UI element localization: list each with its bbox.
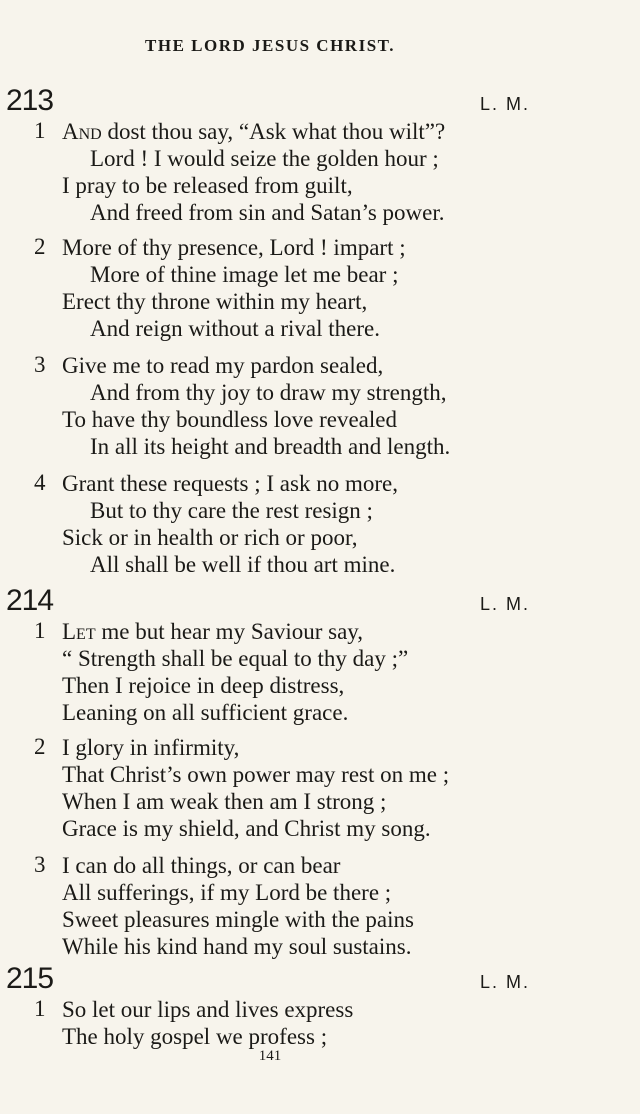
verse-line: And freed from sin and Satan’s power. — [90, 200, 445, 225]
hymn-number: 214 — [6, 584, 54, 617]
stanza-number: 1 — [34, 118, 46, 143]
stanza-number: 3 — [34, 352, 46, 377]
verse-line: And reign without a rival there. — [90, 316, 380, 341]
verse-line: In all its height and breadth and length. — [90, 434, 451, 459]
hymn-meter: L. M. — [479, 972, 530, 992]
verse-line: Sick or in health or rich or poor, — [62, 525, 358, 550]
verse-line: The holy gospel we profess ; — [62, 1024, 328, 1049]
verse-line: While his kind hand my soul sustains. — [62, 934, 412, 959]
verse-line: And from thy joy to draw my strength, — [90, 380, 447, 405]
stanza-number: 4 — [34, 470, 46, 495]
hymn-meter: L. M. — [479, 594, 530, 614]
verse-line: More of thy presence, Lord ! impart ; — [62, 235, 406, 260]
verse-line: All sufferings, if my Lord be there ; — [62, 880, 392, 905]
stanza-number: 2 — [34, 234, 46, 259]
stanza-number: 3 — [34, 852, 46, 877]
verse-line: When I am weak then am I strong ; — [62, 789, 387, 814]
verse-line: To have thy boundless love revealed — [62, 407, 397, 432]
verse-line: Let me but hear my Saviour say, — [62, 619, 364, 644]
hymn-number: 215 — [6, 962, 54, 995]
verse-line: Grant these requests ; I ask no more, — [62, 471, 398, 496]
page-number: 141 — [258, 1048, 282, 1064]
verse-line: Leaning on all sufficient grace. — [62, 700, 349, 725]
verse-line: Then I rejoice in deep distress, — [62, 673, 345, 698]
verse-line: I pray to be released from guilt, — [62, 173, 353, 198]
verse-lead-word: Let — [62, 619, 96, 644]
verse-line: And dost thou say, “Ask what thou wilt”? — [62, 119, 446, 144]
verse-line: “ Strength shall be equal to thy day ;” — [62, 646, 409, 671]
stanza-number: 1 — [34, 996, 46, 1021]
verse-line: Sweet pleasures mingle with the pains — [62, 907, 414, 932]
verse-line: That Christ’s own power may rest on me ; — [62, 762, 450, 787]
verse-lead-word: And — [62, 119, 102, 144]
verse-line: I glory in infirmity, — [62, 735, 240, 760]
verse-line: But to thy care the rest resign ; — [90, 498, 373, 523]
verse-line: Give me to read my pardon sealed, — [62, 353, 384, 378]
verse-line: So let our lips and lives express — [62, 997, 354, 1022]
stanza-number: 1 — [34, 618, 46, 643]
verse-line: Lord ! I would seize the golden hour ; — [90, 146, 439, 171]
running-head: THE LORD JESUS CHRIST. — [145, 36, 395, 55]
hymn-number: 213 — [6, 84, 54, 117]
hymn-meter: L. M. — [479, 94, 530, 114]
verse-line: More of thine image let me bear ; — [90, 262, 399, 287]
verse-line: Erect thy throne within my heart, — [62, 289, 368, 314]
verse-line: I can do all things, or can bear — [62, 853, 341, 878]
stanza-number: 2 — [34, 734, 46, 759]
verse-line: All shall be well if thou art mine. — [90, 552, 396, 577]
verse-line: Grace is my shield, and Christ my song. — [62, 816, 431, 841]
